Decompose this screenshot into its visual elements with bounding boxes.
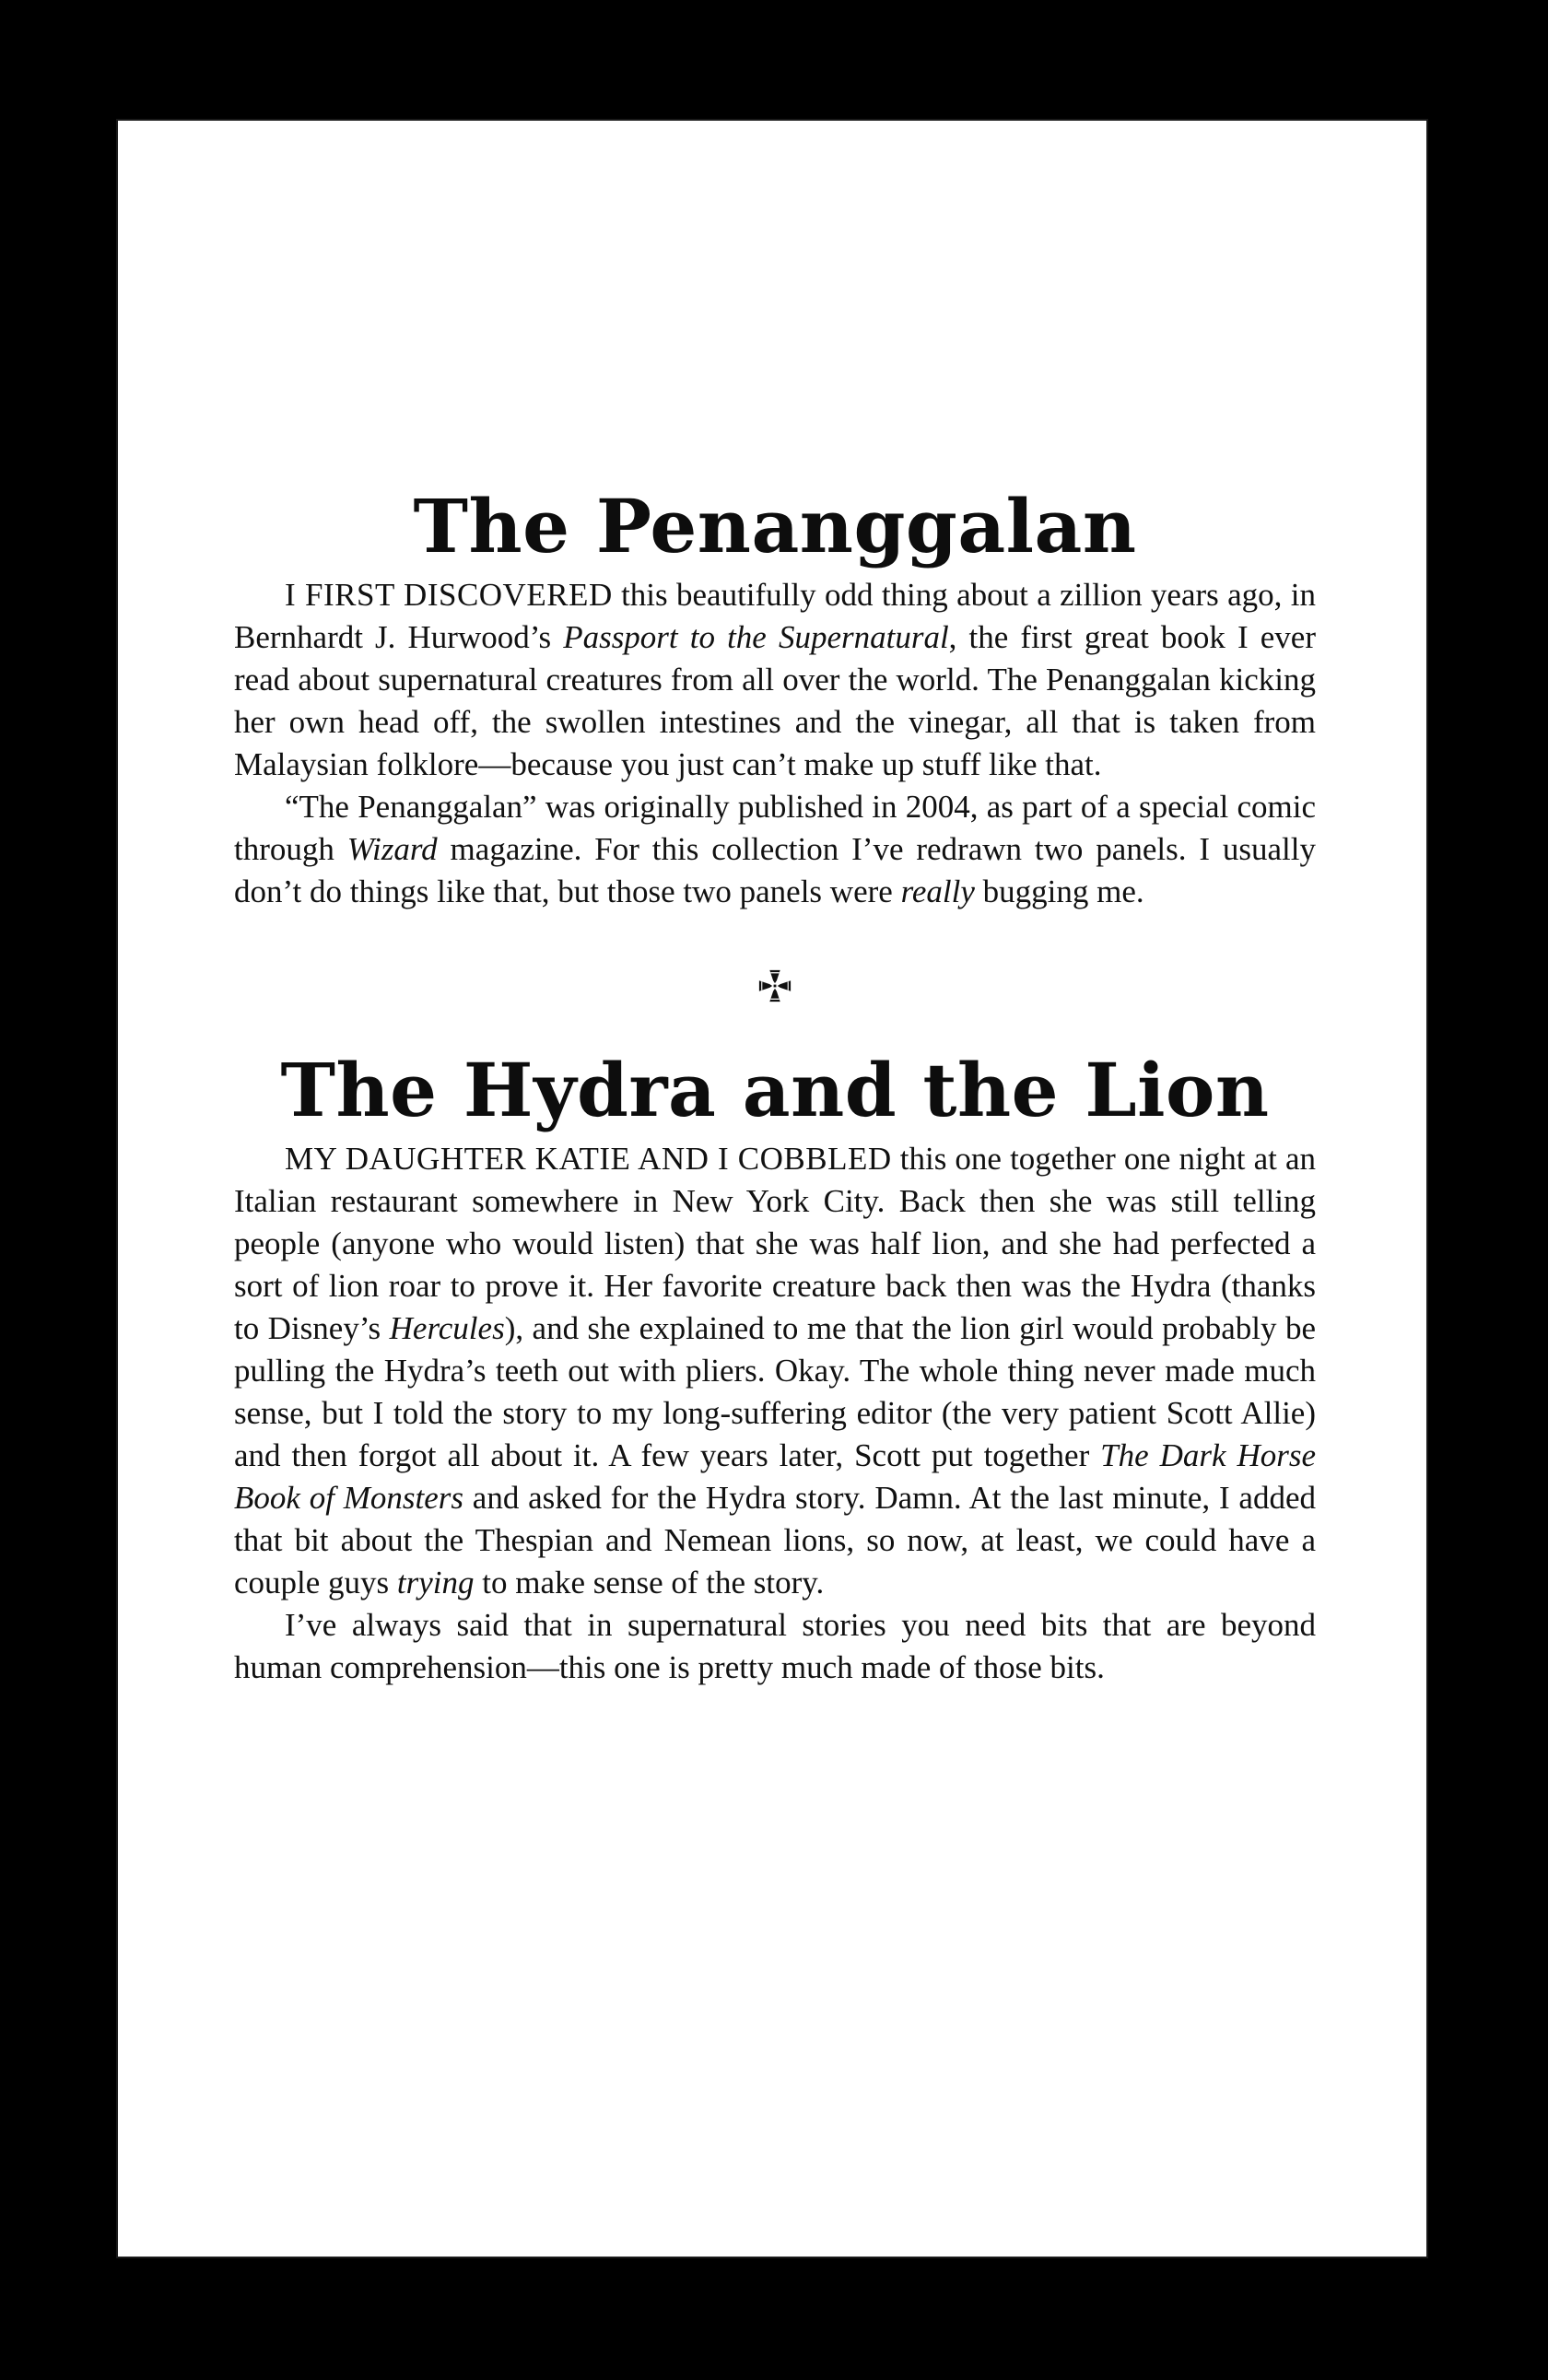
text: this beautifully odd thing about a zillion years ago, in Bernhardt J. Hurwood’s <box>234 577 1316 655</box>
paragraph-hydra-2 <box>234 1604 1316 1689</box>
text: and asked for the Hydra story. Damn. At the last minute, I added that bit about the Thespian and Nemean lions, so now, at least, we could have a couple guys <box>234 1480 1316 1600</box>
text: bugging me. <box>974 873 1144 909</box>
text: magazine. For this collection I’ve redrawn two panels. I usually don’t do things like that, but those two panels were <box>234 831 1317 909</box>
section-title-hydra-lion: The Hydra and the Lion <box>280 1047 1270 1133</box>
text: I’ve always said that in supernatural stories you need bits that are beyond human comprehension—this one is pretty much made of those bits. <box>234 1607 1316 1685</box>
section-title-penanggalan: The Penanggalan <box>413 483 1137 569</box>
text: “The Penanggalan” was originally published in 2004, as part of a special comic through <box>234 789 1316 867</box>
lead-caps: I FIRST DISCOVERED <box>285 577 613 613</box>
italic-film-title: Hercules <box>389 1310 505 1346</box>
lead-caps: MY DAUGHTER KATIE AND I COBBLED <box>285 1141 892 1177</box>
italic-emphasis: trying <box>396 1565 475 1600</box>
text: this one together one night at an Italian restaurant somewhere in New York City. Back then she was still telling people (anyone who would listen) that she was half lion, and she had perfected a sort of lion roar to prove it. Her favorite creature back then was the Hydra (thanks to Disney’s <box>234 1141 1316 1346</box>
text: , the first great book I ever read about supernatural creatures from all over the world. The Penanggalan kicking her own head off, the swollen intestines and the vinegar, all that is taken from Malaysian folklore—because you just can’t make up stuff like that. <box>234 619 1316 782</box>
cross-pattee-icon <box>757 968 792 1003</box>
text: to make sense of the story. <box>474 1565 825 1600</box>
italic-emphasis: really <box>900 873 975 909</box>
text: ), and she explained to me that the lion girl would probably be pulling the Hydra’s teeth out with pliers. Okay. The whole thing never made much sense, but I told the story to my long-suffering editor (the very patient Scott Allie) and then forgot all about it. A few years later, Scott put together <box>234 1310 1316 1473</box>
page-content <box>234 480 1316 1689</box>
paragraph-penanggalan-1 <box>234 574 1316 786</box>
paragraph-penanggalan-2 <box>234 786 1316 913</box>
italic-magazine-title: Wizard <box>346 831 438 867</box>
paragraph-hydra-1 <box>234 1138 1316 1604</box>
italic-book-title: Passport to the Supernatural <box>563 619 949 655</box>
book-page <box>116 119 1428 2258</box>
italic-book-title: The Dark Horse Book of Monsters <box>234 1437 1316 1516</box>
